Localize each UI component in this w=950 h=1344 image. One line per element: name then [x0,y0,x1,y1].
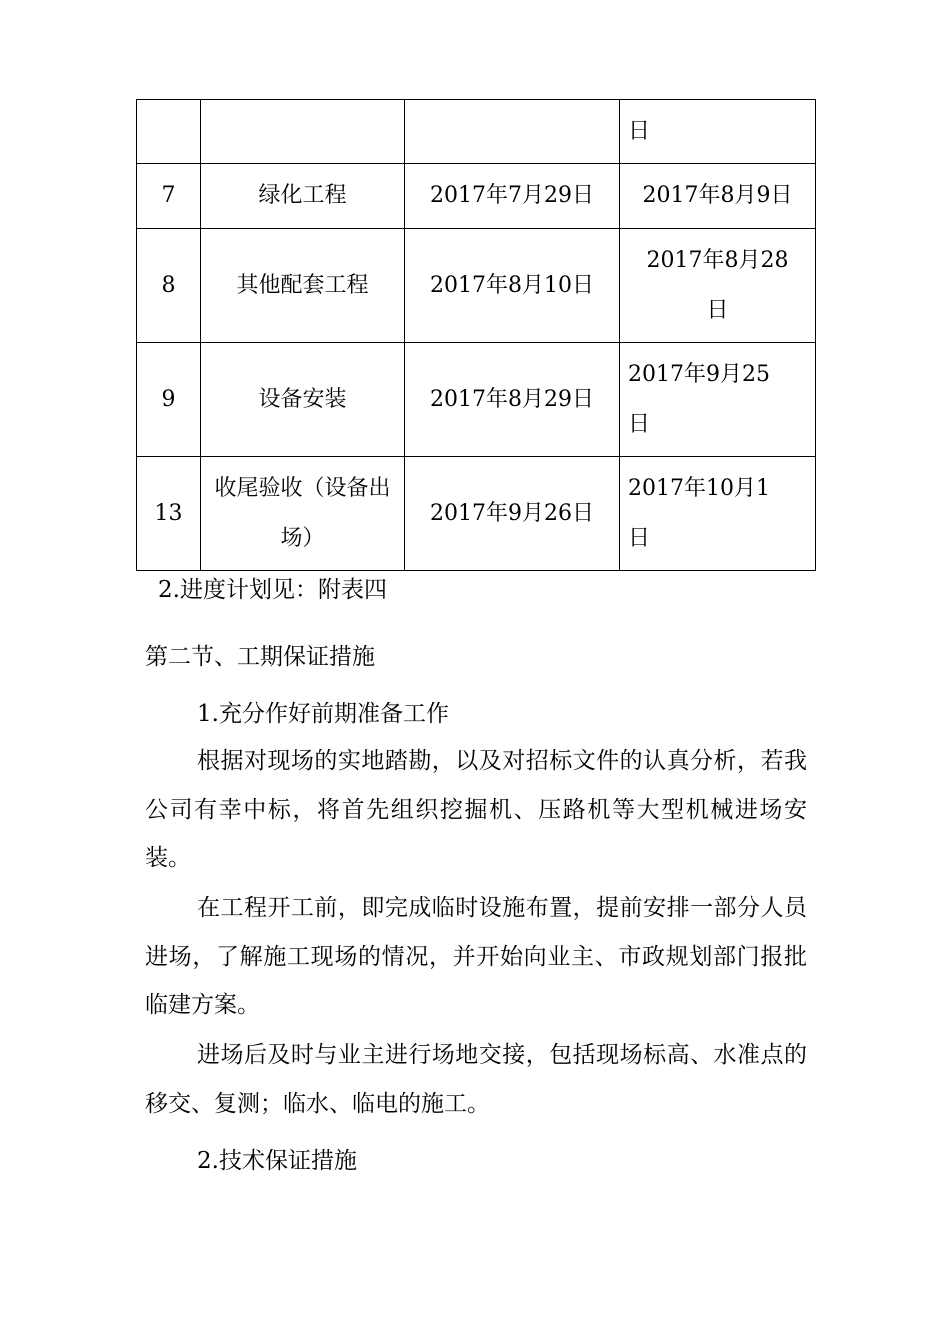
cell-end [620,229,816,343]
cell-end [620,343,816,457]
cell-end-line: 2017年9月25 [628,361,770,387]
cell-end-line: 日 [628,525,651,551]
cell-name: 收尾验收（设备出场） [201,457,405,571]
cell-end: 2017年8月9日 [620,164,816,229]
subsection-title: 2.技术保证措施 [197,1148,357,1174]
cell-start [405,100,620,164]
paragraph: 进场后及时与业主进行场地交接，包括现场标高、水准点的移交、复测；临水、临电的施工。 [145,1042,807,1117]
table-row [137,164,816,229]
table-row [137,343,816,457]
section-heading: 第二节、工期保证措施 [145,644,375,670]
paragraph: 根据对现场的实地踏勘，以及对招标文件的认真分析，若我公司有幸中标，将首先组织挖掘机、压路机等大型机械进场安装。 [145,748,807,872]
table-row [137,457,816,571]
cell-end [620,100,816,164]
subsection-title: 1.充分作好前期准备工作 [197,701,449,727]
cell-name: 其他配套工程 [201,229,405,343]
cell-start: 2017年8月29日 [405,343,620,457]
cell-end [620,457,816,571]
cell-no: 8 [137,229,201,343]
table-row [137,100,816,164]
cell-name: 绿化工程 [201,164,405,229]
cell-name [201,100,405,164]
paragraph: 在工程开工前，即完成临时设施布置，提前安排一部分人员进场，了解施工现场的情况，并开始向业主、市政规划部门报批临建方案。 [145,895,807,1019]
cell-no [137,100,201,164]
table-row [137,229,816,343]
cell-start: 2017年7月29日 [405,164,620,229]
cell-end-line: 日 [628,118,651,144]
cell-no: 9 [137,343,201,457]
cell-no: 7 [137,164,201,229]
cell-start: 2017年9月26日 [405,457,620,571]
schedule-note: 2.进度计划见：附表四 [158,577,387,603]
schedule-table [136,99,816,571]
cell-end-line: 2017年8月28 [646,247,789,273]
cell-end-line: 日 [628,411,651,437]
cell-start: 2017年8月10日 [405,229,620,343]
cell-name: 设备安装 [201,343,405,457]
cell-end-line: 2017年10月1 [628,475,770,501]
cell-end-line: 日 [706,297,729,323]
cell-no: 13 [137,457,201,571]
